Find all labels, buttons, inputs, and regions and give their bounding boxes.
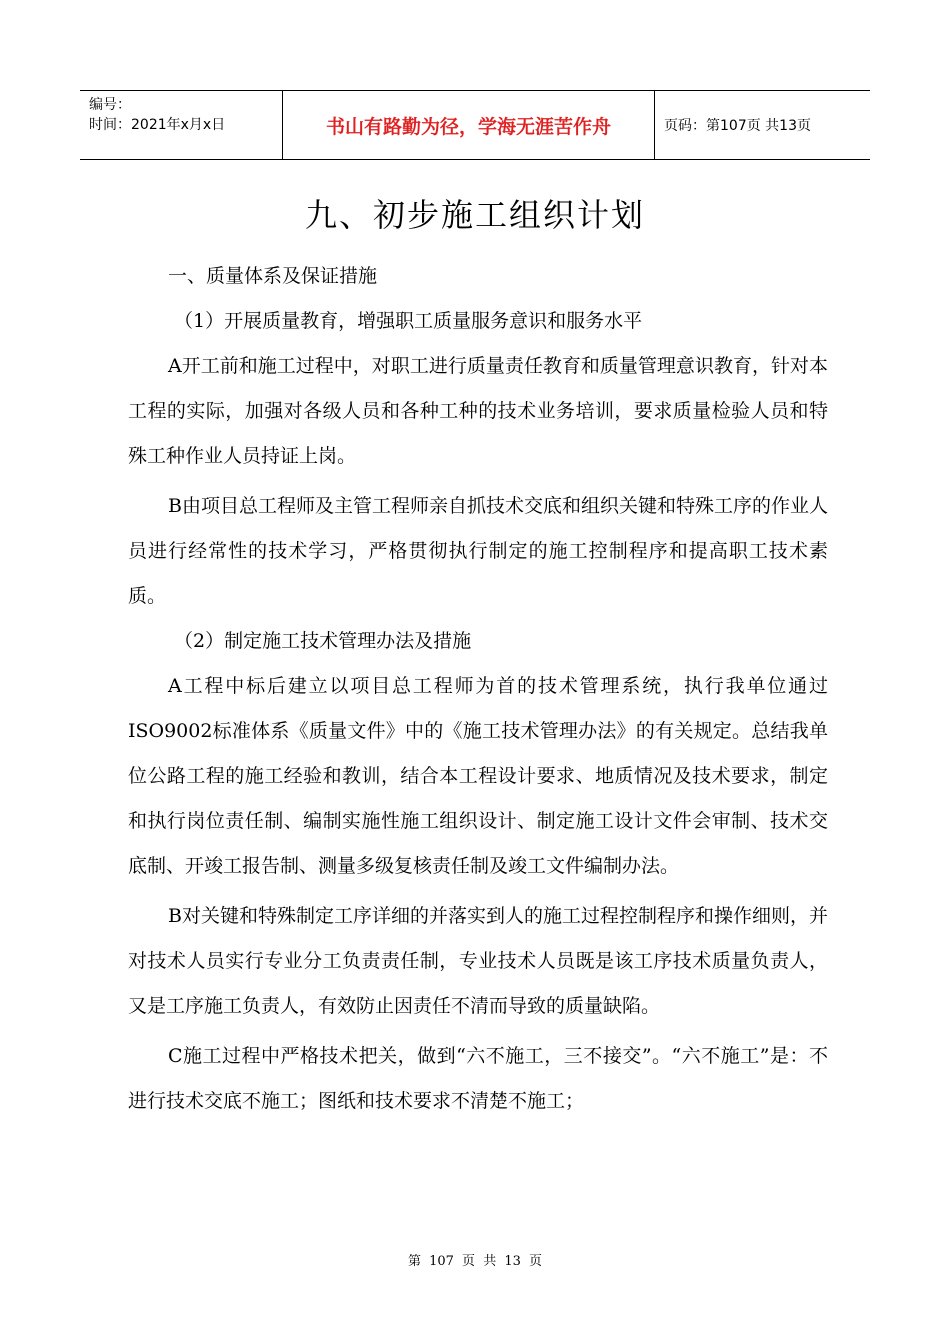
subsection-heading: （2）制定施工技术管理办法及措施 (174, 630, 472, 652)
page-title: 九、初步施工组织计划 (304, 196, 645, 234)
header-page-info: 页码：第107页 共13页 (664, 118, 811, 134)
time-label: 时间：2021年x月x日 (89, 117, 226, 133)
paragraph: A工程中标后建立以项目总工程师为首的技术管理系统，执行我单位通过ISO9002标准体系《质量文件》中的《施工技术管理办法》的有关规定。总结我单位公路工程的施工经验和教训，结合本工程设计要求、地质情况及技术要求，制定和执行岗位责任制、编制实施性施工组织设计、制定施工设计文件会审制、技术交底制、开竣工报告制、测量多级复核责任制及竣工文件编制办法。 (128, 675, 828, 877)
subsection-heading: （1）开展质量教育，增强职工质量服务意识和服务水平 (174, 310, 643, 332)
document-header (80, 90, 870, 160)
section-heading: 一、质量体系及保证措施 (168, 265, 378, 287)
paragraph: B对关键和特殊制定工序详细的并落实到人的施工过程控制程序和操作细则，并对技术人员实行专业分工负责责任制，专业技术人员既是该工序技术质量负责人，又是工序施工负责人，有效防止因责任不清而导致的质量缺陷。 (128, 905, 828, 1017)
paragraph: C施工过程中严格技术把关，做到“六不施工，三不接交”。“六不施工”是：不进行技术交底不施工；图纸和技术要求不清楚不施工； (128, 1045, 828, 1112)
paragraph: A开工前和施工过程中，对职工进行质量责任教育和质量管理意识教育，针对本工程的实际，加强对各级人员和各种工种的技术业务培训，要求质量检验人员和特殊工种作业人员持证上岗。 (128, 355, 828, 467)
header-meta (80, 91, 282, 159)
number-label: 编号： (89, 97, 131, 113)
paragraph: B由项目总工程师及主管工程师亲自抓技术交底和组织关键和特殊工序的作业人员进行经常性的技术学习，严格贯彻执行制定的施工控制程序和提高职工技术素质。 (128, 495, 828, 607)
document-body (128, 254, 828, 1124)
page-footer: 第 107 页 共 13 页 (407, 1254, 543, 1269)
header-motto: 书山有路勤为径，学海无涯苦作舟 (282, 91, 655, 159)
